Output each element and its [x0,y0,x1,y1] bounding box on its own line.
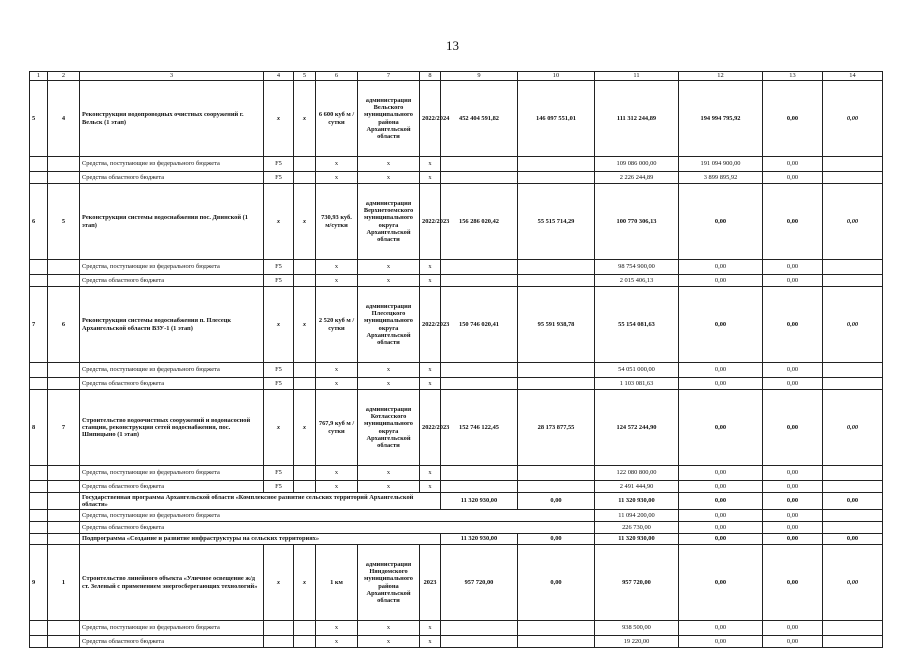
empty-cell [294,157,316,172]
source-row [30,466,883,481]
empty-cell [823,275,883,287]
cell-x: x [316,260,358,275]
value-col11: 2 226 244,89 [595,172,679,184]
value-col13: 0,00 [763,275,823,287]
empty-cell [441,363,518,378]
empty-cell [823,466,883,481]
value-col13: 0,00 [763,621,823,636]
source-name: Средства, поступающие из федерального бюджета [80,260,264,275]
source-row [30,636,883,648]
value-col10: 55 515 714,29 [518,184,595,260]
cell-col4: x [264,287,294,363]
source-row [30,378,883,390]
source-code: F5 [264,275,294,287]
row-number: 7 [30,287,48,363]
value-col12: 0,00 [679,390,763,466]
empty-cell [48,621,80,636]
cell-x: x [420,275,441,287]
value-col13: 0,00 [763,545,823,621]
header-cell: 2 [48,72,80,81]
value-col13: 0,00 [763,493,823,510]
value-col12: 194 994 795,92 [679,81,763,157]
value-col13: 0,00 [763,157,823,172]
value-col11: 11 094 200,00 [595,510,679,522]
value-col14: 0,00 [823,390,883,466]
empty-cell [30,493,48,510]
value-col10: 95 591 938,78 [518,287,595,363]
header-cell: 3 [80,72,264,81]
cell-x: x [358,621,420,636]
value-col12: 0,00 [679,545,763,621]
value-col12: 0,00 [679,522,763,534]
value-col13: 0,00 [763,636,823,648]
header-cell: 7 [358,72,420,81]
empty-cell [48,636,80,648]
cell-x: x [316,481,358,493]
source-row [30,157,883,172]
value-col9: 152 746 122,45 [441,390,518,466]
cell-x: x [420,363,441,378]
capacity: 767,9 куб м / сутки [316,390,358,466]
empty-cell [48,260,80,275]
empty-cell [30,481,48,493]
value-col12: 191 094 900,00 [679,157,763,172]
empty-cell [823,260,883,275]
organization: администрация Котласского муниципального округа Архангельской области [358,390,420,466]
empty-cell [48,510,80,522]
value-col13: 0,00 [763,172,823,184]
value-col9: 156 286 020,42 [441,184,518,260]
source-row [30,275,883,287]
source-name: Средства областного бюджета [80,481,264,493]
value-col13: 0,00 [763,510,823,522]
period: 2022/2023 [420,287,441,363]
cell-x: x [358,636,420,648]
empty-cell [823,157,883,172]
period: 2022/2024 [420,81,441,157]
header-cell: 13 [763,72,823,81]
project-row [30,287,883,363]
header-cell: 6 [316,72,358,81]
value-col11: 226 730,00 [595,522,679,534]
cell-x: x [316,378,358,390]
empty-cell [264,636,294,648]
empty-cell [264,621,294,636]
source-row [30,363,883,378]
header-cell: 11 [595,72,679,81]
source-code: F5 [264,172,294,184]
value-col13: 0,00 [763,287,823,363]
source-name: Средства областного бюджета [80,636,264,648]
period: 2022/2023 [420,184,441,260]
source-name: Средства, поступающие из федерального бюджета [80,363,264,378]
empty-cell [441,172,518,184]
empty-cell [518,172,595,184]
budget-table [29,71,883,648]
empty-cell [48,378,80,390]
value-col11: 11 320 930,00 [595,493,679,510]
cell-col5: x [294,81,316,157]
value-col11: 11 320 930,00 [595,534,679,545]
header-cell: 4 [264,72,294,81]
value-col12: 0,00 [679,493,763,510]
value-col10: 0,00 [518,545,595,621]
source-row [30,481,883,493]
project-index: 7 [48,390,80,466]
project-row [30,390,883,466]
cell-x: x [358,481,420,493]
capacity: 730,93 куб. м/сутки [316,184,358,260]
empty-cell [48,172,80,184]
cell-col4: x [264,184,294,260]
value-col11: 2 015 406,13 [595,275,679,287]
value-col12: 0,00 [679,466,763,481]
project-name: Строительство водоочистных сооружений и водонасосной станции, реконструкция сетей водоснабжения, пос. Шипицыно (1 этап) [80,390,264,466]
subprogram-row [30,534,883,545]
empty-cell [823,636,883,648]
value-col9: 11 320 930,00 [441,493,518,510]
empty-cell [30,534,48,545]
header-cell: 12 [679,72,763,81]
row-number: 8 [30,390,48,466]
source-name: Средства областного бюджета [80,172,264,184]
empty-cell [48,157,80,172]
project-index: 5 [48,184,80,260]
empty-cell [30,260,48,275]
header-cell: 1 [30,72,48,81]
value-col11: 957 720,00 [595,545,679,621]
empty-cell [30,621,48,636]
source-name: Средства областного бюджета [80,378,264,390]
cell-x: x [420,621,441,636]
source-name: Средства, поступающие из федерального бюджета [80,157,264,172]
cell-x: x [316,172,358,184]
empty-cell [441,378,518,390]
empty-cell [441,481,518,493]
page-number: 13 [446,38,459,53]
value-col13: 0,00 [763,466,823,481]
value-col12: 0,00 [679,287,763,363]
cell-x: x [358,378,420,390]
empty-cell [30,522,48,534]
source-code: F5 [264,466,294,481]
empty-cell [48,534,80,545]
value-col10: 28 173 877,55 [518,390,595,466]
cell-x: x [316,275,358,287]
source-name: Средства, поступающие из федерального бюджета [80,621,264,636]
source-row [30,621,883,636]
header-cell: 8 [420,72,441,81]
source-code: F5 [264,260,294,275]
empty-cell [30,172,48,184]
empty-cell [518,466,595,481]
value-col12: 0,00 [679,481,763,493]
cell-x: x [358,260,420,275]
empty-cell [294,621,316,636]
empty-cell [30,275,48,287]
source-code: F5 [264,481,294,493]
empty-cell [441,466,518,481]
header-cell: 10 [518,72,595,81]
value-col12: 0,00 [679,363,763,378]
empty-cell [823,510,883,522]
source-code: F5 [264,378,294,390]
value-col11: 122 080 800,00 [595,466,679,481]
value-col13: 0,00 [763,378,823,390]
empty-cell [30,466,48,481]
value-col9: 452 404 591,82 [441,81,518,157]
project-name: Реконструкция системы водоснабжения п. Плесецк Архангельской области ВЗУ-1 (1 этап) [80,287,264,363]
empty-cell [48,493,80,510]
value-col11: 98 754 900,00 [595,260,679,275]
empty-cell [48,275,80,287]
cell-x: x [316,466,358,481]
value-col13: 0,00 [763,522,823,534]
value-col9: 957 720,00 [441,545,518,621]
empty-cell [823,621,883,636]
cell-col5: x [294,287,316,363]
value-col12: 0,00 [679,510,763,522]
value-col11: 55 154 081,63 [595,287,679,363]
empty-cell [823,172,883,184]
value-col12: 0,00 [679,275,763,287]
period: 2023 [420,545,441,621]
value-col10: 0,00 [518,534,595,545]
empty-cell [518,260,595,275]
organization: администрация Вельского муниципального района Архангельской области [358,81,420,157]
value-col12: 0,00 [679,636,763,648]
empty-cell [823,378,883,390]
empty-cell [441,157,518,172]
value-col13: 0,00 [763,390,823,466]
source-code: F5 [264,363,294,378]
value-col11: 19 220,00 [595,636,679,648]
empty-cell [294,481,316,493]
project-row [30,184,883,260]
value-col12: 0,00 [679,621,763,636]
capacity: 6 600 куб м / сутки [316,81,358,157]
row-number: 6 [30,184,48,260]
empty-cell [48,481,80,493]
cell-col4: x [264,81,294,157]
empty-cell [823,363,883,378]
project-row [30,545,883,621]
header-cell: 9 [441,72,518,81]
cell-x: x [420,260,441,275]
cell-col4: x [264,545,294,621]
project-name: Строительство линейного объекта «Уличное освещение ж/д ст. Зеленый с применением энергосберегающих технологий» [80,545,264,621]
cell-x: x [358,363,420,378]
empty-cell [294,363,316,378]
cell-col5: x [294,545,316,621]
empty-cell [518,636,595,648]
header-row [30,72,883,81]
capacity: 2 520 куб м / сутки [316,287,358,363]
empty-cell [30,363,48,378]
value-col13: 0,00 [763,481,823,493]
cell-col4: x [264,390,294,466]
value-col14: 0,00 [823,184,883,260]
cell-x: x [358,157,420,172]
value-col9: 150 746 020,41 [441,287,518,363]
empty-cell [441,260,518,275]
empty-cell [294,260,316,275]
empty-cell [30,378,48,390]
cell-col5: x [294,184,316,260]
value-col13: 0,00 [763,184,823,260]
capacity: 1 км [316,545,358,621]
source-name: Средства, поступающие из федерального бюджета [80,510,595,522]
value-col14: 0,00 [823,545,883,621]
value-col14: 0,00 [823,287,883,363]
value-col14: 0,00 [823,534,883,545]
value-col11: 124 572 244,90 [595,390,679,466]
value-col11: 2 491 444,90 [595,481,679,493]
source-name: Средства, поступающие из федерального бюджета [80,466,264,481]
organization: администрация Плесецкого муниципального округа Архангельской области [358,287,420,363]
cell-x: x [316,157,358,172]
empty-cell [441,275,518,287]
source-row [30,172,883,184]
header-cell: 14 [823,72,883,81]
empty-cell [518,157,595,172]
empty-cell [48,522,80,534]
cell-x: x [358,466,420,481]
value-col9: 11 320 930,00 [441,534,518,545]
empty-cell [518,275,595,287]
source-code: F5 [264,157,294,172]
project-index: 6 [48,287,80,363]
empty-cell [294,275,316,287]
value-col13: 0,00 [763,81,823,157]
cell-x: x [420,481,441,493]
project-name: Реконструкция системы водоснабжения пос. Двинской (1 этап) [80,184,264,260]
value-col10: 0,00 [518,493,595,510]
value-col13: 0,00 [763,534,823,545]
cell-x: x [420,378,441,390]
value-col11: 109 086 000,00 [595,157,679,172]
cell-x: x [420,172,441,184]
empty-cell [30,510,48,522]
project-index: 1 [48,545,80,621]
row-number: 9 [30,545,48,621]
value-col11: 938 500,00 [595,621,679,636]
source-row [30,522,883,534]
gov-program-row [30,493,883,510]
empty-cell [30,636,48,648]
cell-col5: x [294,390,316,466]
source-row [30,510,883,522]
cell-x: x [420,636,441,648]
cell-x: x [316,363,358,378]
value-col11: 1 103 081,63 [595,378,679,390]
subprogram-name: Подпрограмма «Создание и развитие инфраструктуры на сельских территориях» [80,534,441,545]
cell-x: x [358,275,420,287]
source-name: Средства областного бюджета [80,275,264,287]
value-col12: 0,00 [679,184,763,260]
empty-cell [48,363,80,378]
gov-program-name: Государственная программа Архангельской области «Комплексное развитие сельских территорий Архангельской области» [80,493,441,510]
empty-cell [518,481,595,493]
project-index: 4 [48,81,80,157]
empty-cell [30,157,48,172]
value-col14: 0,00 [823,81,883,157]
value-col13: 0,00 [763,260,823,275]
organization: администрация Верхнетоемского муниципального округа Архангельской области [358,184,420,260]
cell-x: x [420,466,441,481]
empty-cell [294,172,316,184]
value-col11: 100 770 306,13 [595,184,679,260]
value-col12: 0,00 [679,378,763,390]
organization: администрация Няндомского муниципального района Архангельской области [358,545,420,621]
header-cell: 5 [294,72,316,81]
project-row [30,81,883,157]
empty-cell [518,378,595,390]
value-col12: 3 899 895,92 [679,172,763,184]
value-col11: 111 312 244,89 [595,81,679,157]
value-col11: 54 051 000,00 [595,363,679,378]
empty-cell [518,363,595,378]
empty-cell [294,636,316,648]
value-col13: 0,00 [763,363,823,378]
empty-cell [441,621,518,636]
empty-cell [48,466,80,481]
empty-cell [441,636,518,648]
empty-cell [294,378,316,390]
period: 2022/2023 [420,390,441,466]
value-col10: 146 097 551,01 [518,81,595,157]
value-col14: 0,00 [823,493,883,510]
cell-x: x [358,172,420,184]
project-name: Реконструкция водопроводных очистных сооружений г. Вельск (1 этап) [80,81,264,157]
cell-x: x [316,636,358,648]
value-col12: 0,00 [679,260,763,275]
empty-cell [518,621,595,636]
row-number: 5 [30,81,48,157]
empty-cell [294,466,316,481]
source-row [30,260,883,275]
empty-cell [823,481,883,493]
empty-cell [823,522,883,534]
cell-x: x [420,157,441,172]
value-col12: 0,00 [679,534,763,545]
cell-x: x [316,621,358,636]
source-name: Средства областного бюджета [80,522,595,534]
